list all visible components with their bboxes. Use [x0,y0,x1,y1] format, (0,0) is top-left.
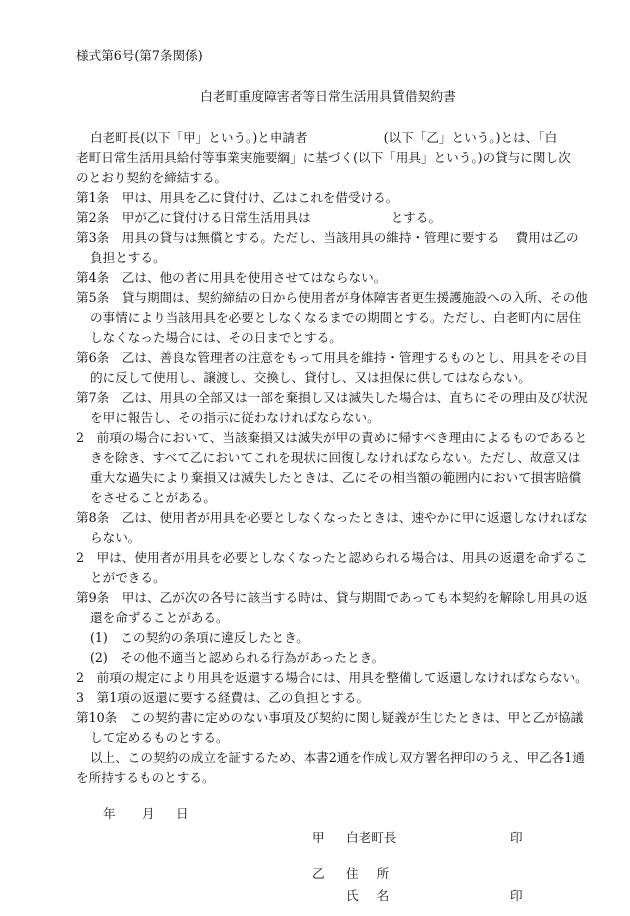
article-7-2-line-3: 重大な過失により棄損又は滅失したときは、乙にその相当額の範囲内において損害賠償 [90,470,582,485]
article-9-3: 3 第1項の返還に要する経費は、乙の負担とする。 [76,690,370,705]
article-8-2-line-2: とができる。 [90,570,166,585]
party-b-seal: 印 [510,888,523,903]
preamble-line-2: 老町日常生活用具給付等事業実施要綱」に基づく(以下「用具」という。)の貸与に関し次 [76,150,571,165]
closing-line-1: 以上、この契約の成立を証するため、本書2通を作成し双方署名押印のうえ、甲乙各1通 [90,750,585,765]
party-b-address-label: 住 所 [346,866,390,881]
article-2 [76,210,441,226]
preamble-line-1 [90,130,557,146]
party-b-name-label: 氏 名 [346,888,390,903]
article-9-line-1: 第9条 甲は、乙が次の各号に該当する時は、貸与期間であっても本契約を解除し用具の返 [76,590,588,605]
party-a-seal: 印 [510,830,523,845]
form-number: 様式第6号(第7条関係) [76,48,203,63]
article-2-text-b: とする。 [390,210,442,225]
article-9-2: 2 前項の規定により用具を返還する場合には、用具を整備して返還しなければならない。 [76,670,588,685]
article-7-line-2: を甲に報告し、その指示に従わなければならない。 [90,410,380,425]
article-7-line-1: 第7条 乙は、用具の全部又は一部を棄損し又は滅失した場合は、直ちにその理由及び状況 [76,390,588,405]
article-3-text-a: 第3条 用具の貸与は無償とする。ただし、当該用具の維持・管理に要する [76,230,500,245]
article-7-2-line-1: 2 前項の場合において、当該棄損又は滅失が甲の責めに帰すべき理由によるものであると [76,430,588,445]
article-1: 第1条 甲は、用具を乙に貸付け、乙はこれを借受ける。 [76,190,399,205]
article-7-2-line-4: をさせることがある。 [90,490,216,505]
article-5-line-1: 第5条 貸与期間は、契約締結の日から使用者が身体障害者更生援護施設への入所、その他 [76,290,588,305]
article-9-item-2: (2) その他不適当と認められる行為があったとき。 [90,650,385,665]
article-10-line-1: 第10条 この契約書に定めのない事項及び契約に関し疑義が生じたときは、甲と乙が協議 [76,710,584,725]
article-10-line-2: して定めるものとする。 [90,730,229,745]
article-8-line-1: 第8条 乙は、使用者が用具を必要としなくなったときは、速やかに甲に返還しなければな [76,510,588,525]
article-5-line-2: の事情により当該用具を必要としなくなるまでの期間とする。ただし、白老町内に居住 [90,310,582,325]
article-8-line-2: らない。 [90,530,141,545]
date-year-label: 年 [103,806,116,821]
article-7-2-line-2: きを除き、すべて乙においてこれを現状に回復しなければならない。ただし、故意又は [90,450,581,465]
preamble-text-a: 白老町長(以下「甲」という。)と申請者 [90,130,308,145]
article-3-text-b: 費用は乙の [515,230,579,245]
article-6-line-2: 的に反して使用し、譲渡し、交換し、貸付し、又は担保に供してはならない。 [90,370,531,385]
article-9-line-2: 還を命ずることがある。 [90,610,229,625]
document-title: 白老町重度障害者等日常生活用具賃借契約書 [200,90,456,105]
article-6-line-1: 第6条 乙は、善良な管理者の注意をもって用具を維持・管理するものとし、用具をその目 [76,350,588,365]
date-month-label: 月 [142,806,155,821]
article-3-line-1 [76,230,579,246]
party-a-label: 甲 [312,830,325,845]
preamble-text-b: (以下「乙」という。)とは、「白 [383,130,558,145]
article-3-line-2: 負担とする。 [90,250,166,265]
party-b-label: 乙 [312,866,325,881]
closing-line-2: を所持するものとする。 [76,770,215,785]
article-2-text-a: 第2条 甲が乙に貸付ける日常生活用具は [76,210,311,225]
party-a-name: 白老町長 [346,830,397,845]
preamble-line-3: のとおり契約を締結する。 [76,170,228,185]
article-9-item-1: (1) この契約の条項に違反したとき。 [90,630,309,645]
article-8-2-line-1: 2 甲は、使用者が用具を必要としなくなったと認められる場合は、用具の返還を命ずるこ [76,550,588,565]
date-day-label: 日 [176,806,189,821]
article-4: 第4条 乙は、他の者に用具を使用させてはならない。 [76,270,387,285]
article-5-line-3: しなくなった場合には、その日までとする。 [90,330,342,345]
